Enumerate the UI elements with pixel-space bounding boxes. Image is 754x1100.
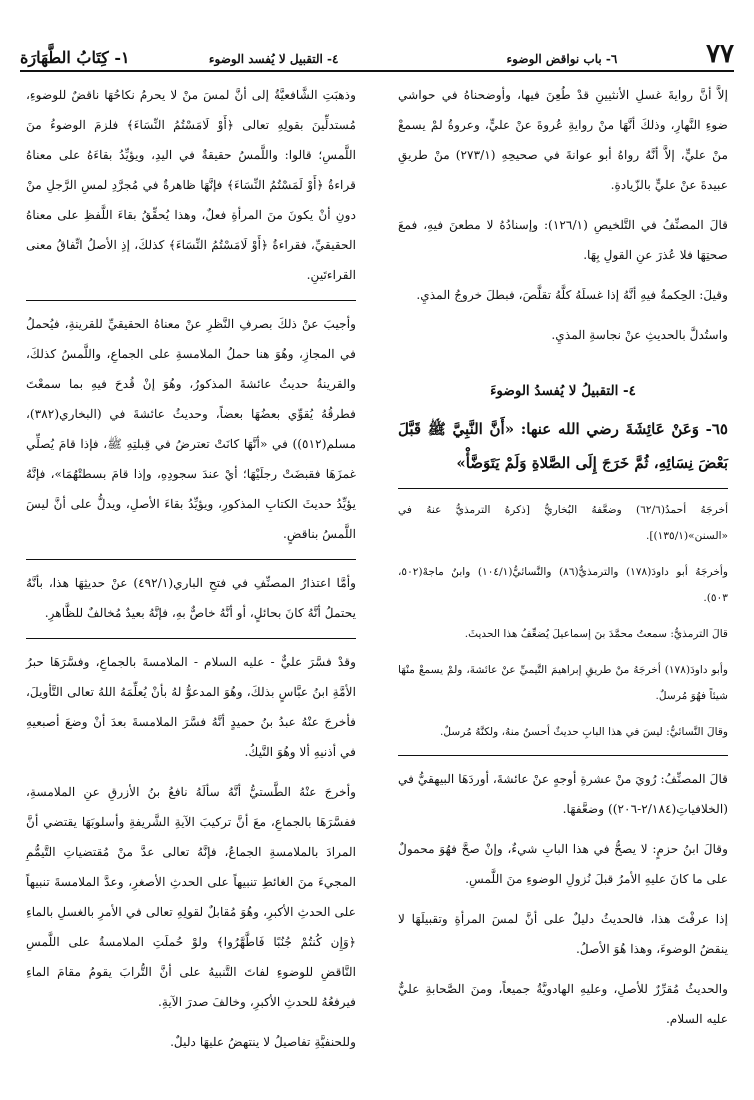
paragraph: وأخرجَ عنْهُ الطَّستيُّ أنَّهُ سألَهُ نافعُ بنُ الأزرقِ عنِ الملامسةِ، ففسَّرَهَا بالجماعِ، معَ أنَّ تركيبَ الآيةِ الشَّريفةِ وأسلوبَهَا يقتضي أنَّ المرادَ بالملامسةِ الجماعُ، فإنَّهُ تعالى عدَّ منْ مُقتضياتِ التَّيمُّمِ المجيءَ منَ الغائطِ تنبيهاً على الحدثِ الأصغرِ، وعدَّ الملامسةَ تنبيهاً على الحدثِ الأكبرِ، وهُوَ مُقابلٌ لقولِهِ تعالى في الأمرِ بالغسلِ بالماءِ ﴿وَإِن كُنتُمْ جُنُبًا فَاطَّهَّرُوا﴾ ولوْ حُملَتِ الملامسةُ على اللَّمسِ النَّاقضِ للوضوءِ لفاتَ التَّنبيهُ على أنَّ التُّرابَ يقومُ مقامَ الماءِ فيرفعُهُ للحدثِ الأكبرِ، وخالفَ صدرَ الآيةِ. bbox=[26, 785, 356, 1009]
paragraph: وقيلَ: الحِكمةُ فيهِ أنَّهُ إذا غسلَهُ كلَّهُ تقلَّصَ، فبطلَ خروجُ المذيِ. bbox=[416, 288, 728, 302]
right-column bbox=[398, 80, 728, 1060]
text-columns bbox=[26, 80, 728, 1060]
chapter-heading: ٦- باب نواقض الوضوء bbox=[506, 52, 618, 66]
footnote: وأخرجَهُ أبو داودَ(١٧٨) والترمذيُّ(٨٦) والنَّسائيُّ(١٠٤/١) وابنُ ماجهْ(٥٠٢، ٥٠٣). bbox=[398, 566, 728, 604]
page-number: ٧٧ bbox=[706, 39, 734, 69]
divider bbox=[26, 638, 356, 639]
page-header bbox=[20, 40, 734, 72]
paragraph: وأجيبَ عنْ ذلكَ بصرفِ النَّظرِ عنْ معناهُ الحقيقيِّ للقرينةِ، فيُحملُ في المجازِ، وهُوَ هنا حملُ الملامسةِ على الجماعِ، واللَّمسُ كذلكَ، والقرينةُ حديثُ عائشةَ المذكورُ، وهُوَ إنْ قُدحَ فيهِ بما سمعْتَ فطرقُهُ يُقوِّي بعضُهَا بعضاً، وحديثُ عائشةَ في (البخاري(٣٨٢)، مسلم(٥١٢)) في «أنَّهَا كانَتْ تعترضُ في قِبلتِهِ ﷺ، فإذا قامَ يُصلِّي غمزَهَا فقبضَتْ رجلَيْهَا؛ أيْ عندَ سجودِهِ، وإذا قامَ بسطتْهُمَا»، فإنَّهُ يؤيِّدُ حديثَ الكتابِ المذكورِ، ويؤيِّدُ بقاءَ الأصلِ، ويدلُّ على أنَّ ليسَ اللَّمسُ بناقضٍ. bbox=[26, 317, 356, 541]
divider bbox=[26, 559, 356, 560]
footnote: قالَ الترمذيُّ: سمعتُ محمَّدَ بنَ إسماعيلَ يُضعِّفُ هذا الحديثَ. bbox=[464, 628, 728, 640]
footnote: وقالَ النَّسائيُّ: ليسَ في هذا البابِ حديثٌ أحسنُ منهُ، ولكنَّهُ مُرسلٌ. bbox=[440, 726, 728, 738]
hadith-text: ٦٥- وَعَنْ عَائِشَةَ رضي الله عنها: «أَنَّ النَّبِيَّ ﷺ قَبَّلَ بَعْضَ نِسَائِهِ، ثُمَّ خَرَجَ إِلَى الصَّلاةِ وَلَمْ يَتَوَضَّأْ» bbox=[398, 420, 728, 472]
left-column bbox=[26, 80, 356, 1060]
paragraph: إلاَّ أنَّ روايةَ غسلِ الأنثيينِ قدْ طُعِنَ فيها، وأوضحناهُ في حواشي ضوءِ النَّهارِ، وذلكَ أنَّهَا منْ روايةِ عُروةَ عنْ عليٍّ، وعروةُ لمْ يسمعْ منْ عليٍّ، إلاَّ أنَّهُ رواهُ أبو عوانةَ في صحيحِهِ (٢٧٣/١) منْ طريقِ عبيدةَ عنْ عليٍّ بالزّيادةِ. bbox=[398, 88, 728, 192]
paragraph: قالَ المصنِّفُ في التَّلخيصِ (١٢٦/١): وإسنادُهُ لا مطعنَ فيهِ، فمعَ صحتِهَا فلا عُذرَ عنِ القولِ بِهَا. bbox=[398, 218, 728, 262]
paragraph: قالَ المصنِّفُ: رُويَ منْ عشرةِ أوجهٍ عنْ عائشةَ، أوردَهَا البيهقيُّ في (الخلافياتِ(٢/١٨٤-٢٠٦)) وضعَّفهَا. bbox=[398, 772, 728, 816]
divider bbox=[398, 488, 728, 489]
paragraph: إذا عرفْتَ هذا، فالحديثُ دليلٌ على أنَّ لمسَ المرأةِ وتقبيلَهَا لا ينقضُ الوضوءَ، وهذا هُوَ الأصلُ. bbox=[398, 912, 728, 956]
section-heading: ٤- التقبيل لا يُفسد الوضوء bbox=[208, 52, 339, 66]
paragraph: وقالَ ابنُ حزمٍ: لا يصحُّ في هذا البابِ شيءٌ، وإنْ صحَّ فهُوَ محمولٌ على ما كانَ عليهِ الأمرُ قبلَ نُزولِ الوضوءِ منَ اللَّمسِ. bbox=[398, 842, 728, 886]
footnote: وأبو داودَ(١٧٨) أخرجَهُ منْ طريقِ إبراهيمَ التَّيميِّ عنْ عائشةَ، ولمْ يسمعْ منْهَا شيئاً فهُوَ مُرسلٌ. bbox=[398, 664, 728, 702]
paragraph: وأمَّا اعتذارُ المصنِّفِ في فتحِ الباري(٤٩٢/١) عنْ حديثِهَا هذا، بأنَّهُ يحتملُ أنَّهُ كانَ بحائلٍ، أو أنَّهُ خاصٌّ بهِ، فإنَّهُ بعيدٌ مُخالفٌ للظَّاهرِ. bbox=[26, 576, 357, 620]
paragraph: وذهبَتِ الشَّافعيَّةُ إلى أنَّ لمسَ منْ لا يحرمُ نكاحُهَا ناقضٌ للوضوءِ، مُستدلِّينَ بقولِهِ تعالى ﴿أَوْ لَامَسْتُمُ النِّسَاءَ﴾ فلزمَ الوضوءُ منَ اللَّمسِ؛ قالوا: واللَّمسُ حقيقةٌ في اليدِ، ويؤيِّدُ بقاءَهُ على معناهُ قراءةُ ﴿أَوْ لَمَسْتُمُ النِّسَاءَ﴾ فإنَّهَا ظاهرةٌ في مُجرَّدِ لمسِ الرَّجلِ منْ دونِ أنْ يكونَ منَ المرأةِ فعلٌ، وهذا يُحقِّقُ بقاءَ اللَّفظِ على معناهُ الحقيقيِّ، فقراءةُ ﴿أَوْ لَامَسْتُمُ النِّسَاءَ﴾ كذلكَ، إذِ الأصلُ اتِّفاقُ معنى القراءتَينِ. bbox=[26, 88, 356, 282]
book-title: ١- كِتَابُ الطَّهَارَة bbox=[20, 48, 130, 67]
paragraph: والحديثُ مُقرِّرٌ للأصلِ، وعليهِ الهادويَّةُ جميعاً، ومنَ الصَّحابةِ عليٌّ عليه السلام. bbox=[398, 982, 728, 1026]
paragraph: وقدْ فسَّرَ عليٌّ - عليه السلام - الملامسةَ بالجماعِ، وفسَّرَهَا حبرُ الأمَّةِ ابنُ عبَّاسٍ بذلكَ، وهُوَ المدعوُّ لهُ بأنْ يُعلِّمَهُ اللهُ تعالى التَّأويلَ، فأخرجَ عنْهُ عبدُ بنُ حميدٍ أنَّهُ فسَّرَ الملامسةَ بعدَ أنْ وضعَ أصبعيهِ في أذنيهِ ألا وهُوَ النَّيكُ. bbox=[26, 655, 356, 759]
section-title: ٤- التقبيلُ لا يُفسدُ الوضوءَ bbox=[490, 383, 636, 399]
divider bbox=[398, 755, 728, 756]
paragraph: واستُدلَّ بالحديثِ عنْ نجاسةِ المذيِ. bbox=[551, 328, 728, 342]
paragraph: وللحنفيَّةِ تفاصيلُ لا ينتهضُ عليهَا دليلٌ. bbox=[170, 1035, 356, 1049]
footnote: أخرجَهُ أحمدُ(٦٢/٦) وضعَّفهُ البُخاريُّ [ذكرهُ الترمذيُّ عنهُ في «السنن»(١٣٥/١)]. bbox=[398, 504, 729, 542]
divider bbox=[26, 300, 356, 301]
